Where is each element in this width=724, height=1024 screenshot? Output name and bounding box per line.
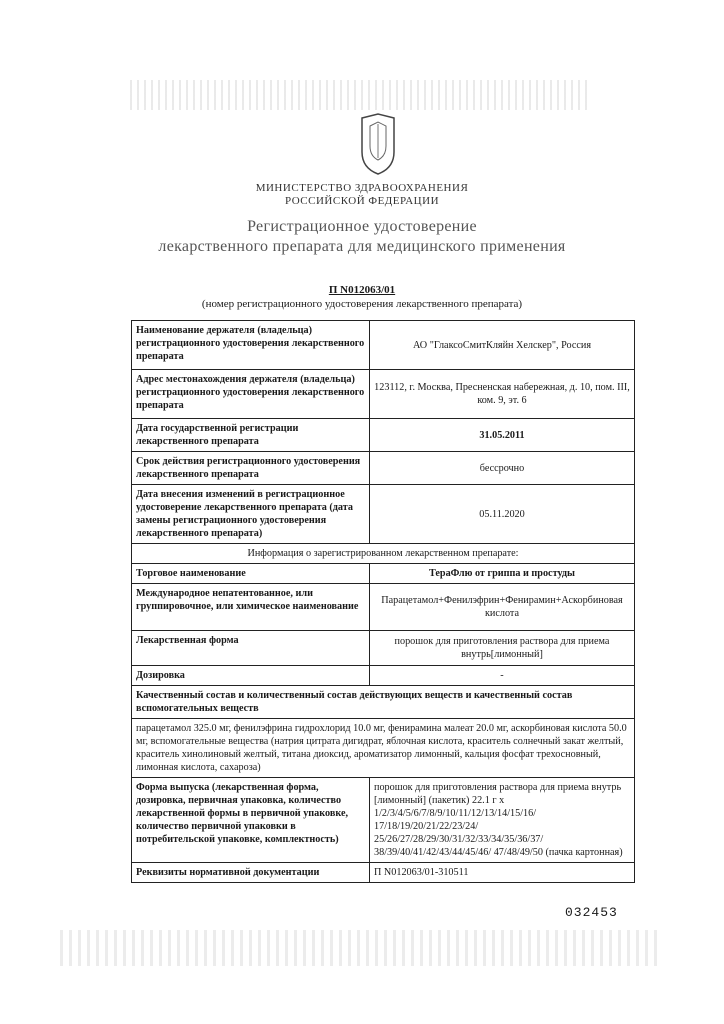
table-row	[132, 370, 635, 419]
holder-label: Наименование держателя (владельца) регистрационного удостоверения лекарственного препарата	[132, 321, 370, 370]
certificate-table	[131, 320, 635, 883]
registration-number-value: П N012063/01	[328, 284, 396, 296]
registration-number-caption: (номер регистрационного удостоверения лекарственного препарата)	[201, 298, 523, 310]
trade-name-label: Торговое наименование	[132, 564, 370, 584]
dosage-form-value: порошок для приготовления раствора для приема внутрь[лимонный]	[370, 631, 635, 666]
validity-value: бессрочно	[370, 452, 635, 485]
table-row	[132, 321, 635, 370]
info-header: Информация о зарегистрированном лекарственном препарате:	[132, 544, 635, 564]
release-form-label: Форма выпуска (лекарственная форма, дозировка, первичная упаковка, количество лекарственной формы в первичной упаковке, количество первичной упаковки в потребительской упаковке, комплектность)	[132, 778, 370, 863]
table-row	[132, 452, 635, 485]
table-row	[132, 686, 635, 719]
composition-header: Качественный состав и количественный состав действующих веществ и качественный состав вспомогательных веществ	[132, 686, 635, 719]
normative-docs-value: П N012063/01-310511	[370, 863, 635, 883]
serial-number: 032453	[565, 905, 618, 920]
table-row	[132, 419, 635, 452]
ministry-name-line1: МИНИСТЕРСТВО ЗДРАВООХРАНЕНИЯ	[255, 182, 469, 194]
table-row	[132, 719, 635, 778]
trade-name-value: ТераФлю от гриппа и простуды	[370, 564, 635, 584]
composition-text: парацетамол 325.0 мг, фенилэфрина гидрохлорид 10.0 мг, фенирамина малеат 20.0 мг, аскорбиновая кислота 50.0 мг, вспомогательные вещества (натрия цитрата дигидрат, яблочная кислота, краситель солнечный закат желтый, краситель хинолиновый желтый, титана диоксид, ароматизатор лимонный, кальция фосфат трехосновный, лимонная кислота, сахароза)	[132, 719, 635, 778]
validity-label: Срок действия регистрационного удостоверения лекарственного препарата	[132, 452, 370, 485]
inn-value: Парацетамол+Фенилэфрин+Фенирамин+Аскорбиновая кислота	[370, 584, 635, 631]
inn-label: Международное непатентованное, или группировочное, или химическое наименование	[132, 584, 370, 631]
table-row	[132, 863, 635, 883]
coat-of-arms-icon	[358, 112, 398, 176]
normative-docs-label: Реквизиты нормативной документации	[132, 863, 370, 883]
table-row	[132, 564, 635, 584]
table-row	[132, 584, 635, 631]
table-row	[132, 485, 635, 544]
release-form-value: порошок для приготовления раствора для приема внутрь [лимонный] (пакетик) 22.1 г х 1/2/3/4/5/6/7/8/9/10/11/12/13/14/15/16/ 17/18/19/20/21/22/23/24/ 25/26/27/28/29/30/31/32/33/34/35/36/37/ 38/39/40/41/42/43/44/45/46/ 47/48/49/50 (пачка картонная)	[370, 778, 635, 863]
table-row	[132, 666, 635, 686]
certificate-title: Регистрационное удостоверение	[247, 218, 477, 235]
scan-noise-top	[130, 80, 590, 110]
reg-date-label: Дата государственной регистрации лекарственного препарата	[132, 419, 370, 452]
ministry-name-line2: РОССИЙСКОЙ ФЕДЕРАЦИИ	[284, 195, 440, 207]
scan-noise-bottom	[60, 930, 660, 966]
registration-number	[0, 284, 724, 296]
certificate-subtitle: лекарственного препарата для медицинского применения	[158, 238, 566, 255]
holder-value: АО "ГлаксоСмитКляйн Хелскер", Россия	[370, 321, 635, 370]
dosage-value: -	[370, 666, 635, 686]
change-date-label: Дата внесения изменений в регистрационное удостоверение лекарственного препарата (дата замены регистрационного удостоверения лекарственного препарата)	[132, 485, 370, 544]
address-value: 123112, г. Москва, Пресненская набережная, д. 10, пом. III, ком. 9, эт. 6	[370, 370, 635, 419]
table-row	[132, 631, 635, 666]
change-date-value: 05.11.2020	[370, 485, 635, 544]
address-label: Адрес местонахождения держателя (владельца) регистрационного удостоверения лекарственного препарата	[132, 370, 370, 419]
dosage-label: Дозировка	[132, 666, 370, 686]
dosage-form-label: Лекарственная форма	[132, 631, 370, 666]
table-row	[132, 778, 635, 863]
table-row	[132, 544, 635, 564]
reg-date-value: 31.05.2011	[370, 419, 635, 452]
